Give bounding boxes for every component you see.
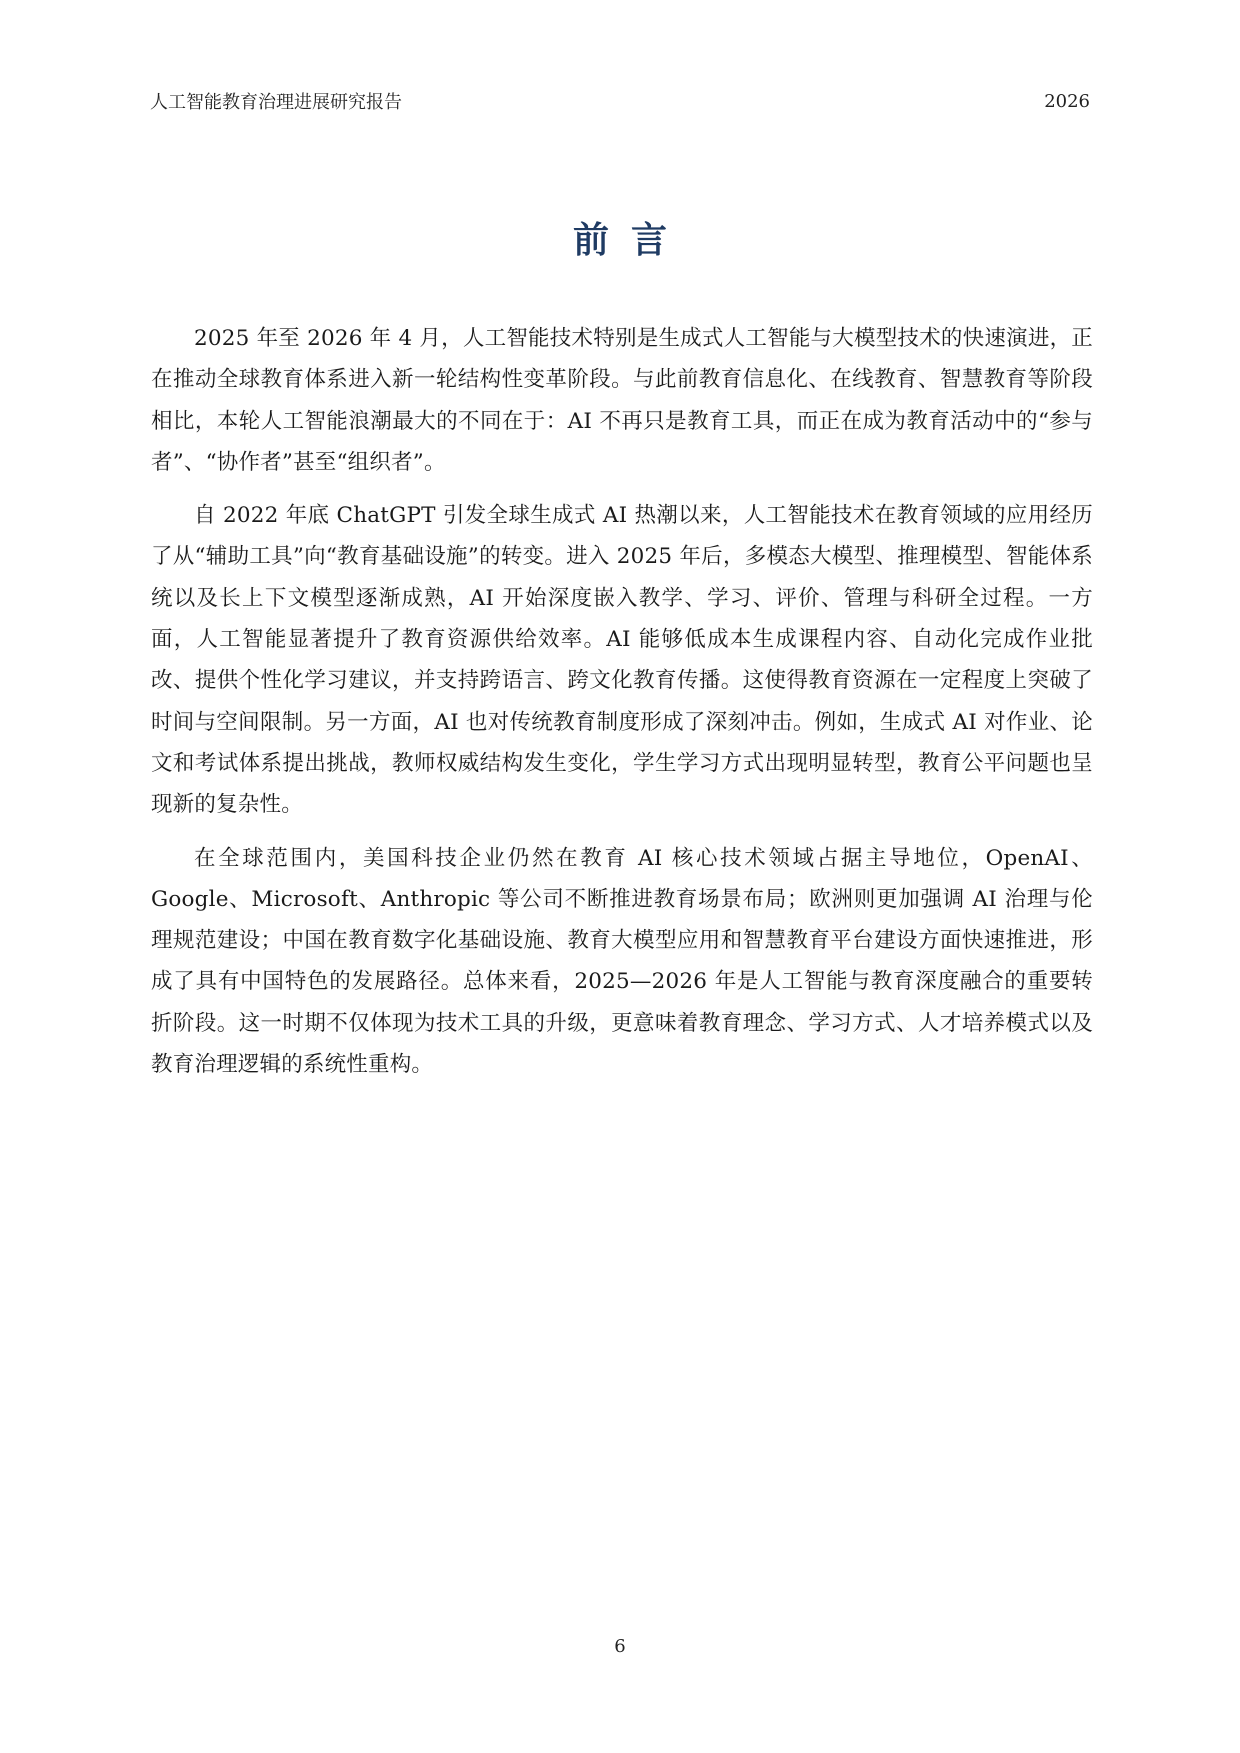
report-title: 人工智能教育治理进展研究报告 [150, 92, 402, 113]
header-year: 2026 [1044, 90, 1090, 112]
paragraph: 2025 年至 2026 年 4 月，人工智能技术特别是生成式人工智能与大模型技术的快速演进，正在推动全球教育体系进入新一轮结构性变革阶段。与此前教育信息化、在线教育、智慧教育等阶段相比，本轮人工智能浪潮最大的不同在于：AI 不再只是教育工具，而正在成为教育活动中的“参与者”、“协作者”甚至“组织者”。 [151, 326, 1093, 475]
page-title: 前言 [572, 220, 689, 261]
paragraph: 在全球范围内，美国科技企业仍然在教育 AI 核心技术领域占据主导地位，OpenAI、Google、Microsoft、Anthropic 等公司不断推进教育场景布局；欧洲则更加强调 AI 治理与伦理规范建设；中国在教育数字化基础设施、教育大模型应用和智慧教育平台建设方面快速推进，形成了具有中国特色的发展路径。总体来看，2025—2026 年是人工智能与教育深度融合的重要转折阶段。这一时期不仅体现为技术工具的升级，更意味着教育理念、学习方式、人才培养模式以及教育治理逻辑的系统性重构。 [151, 845, 1093, 1078]
page-number: 6 [614, 1636, 626, 1657]
running-header [150, 86, 1090, 116]
body-text [151, 318, 1093, 1097]
paragraph: 自 2022 年底 ChatGPT 引发全球生成式 AI 热潮以来，人工智能技术在教育领域的应用经历了从“辅助工具”向“教育基础设施”的转变。进入 2025 年后，多模态大模型、推理模型、智能体系统以及长上下文模型逐渐成熟，AI 开始深度嵌入教学、学习、评价、管理与科研全过程。一方面，人工智能显著提升了教育资源供给效率。AI 能够低成本生成课程内容、自动化完成作业批改、提供个性化学习建议，并支持跨语言、跨文化教育传播。这使得教育资源在一定程度上突破了时间与空间限制。另一方面，AI 也对传统教育制度形成了深刻冲击。例如，生成式 AI 对作业、论文和考试体系提出挑战，教师权威结构发生变化，学生学习方式出现明显转型，教育公平问题也呈现新的复杂性。 [151, 503, 1093, 818]
